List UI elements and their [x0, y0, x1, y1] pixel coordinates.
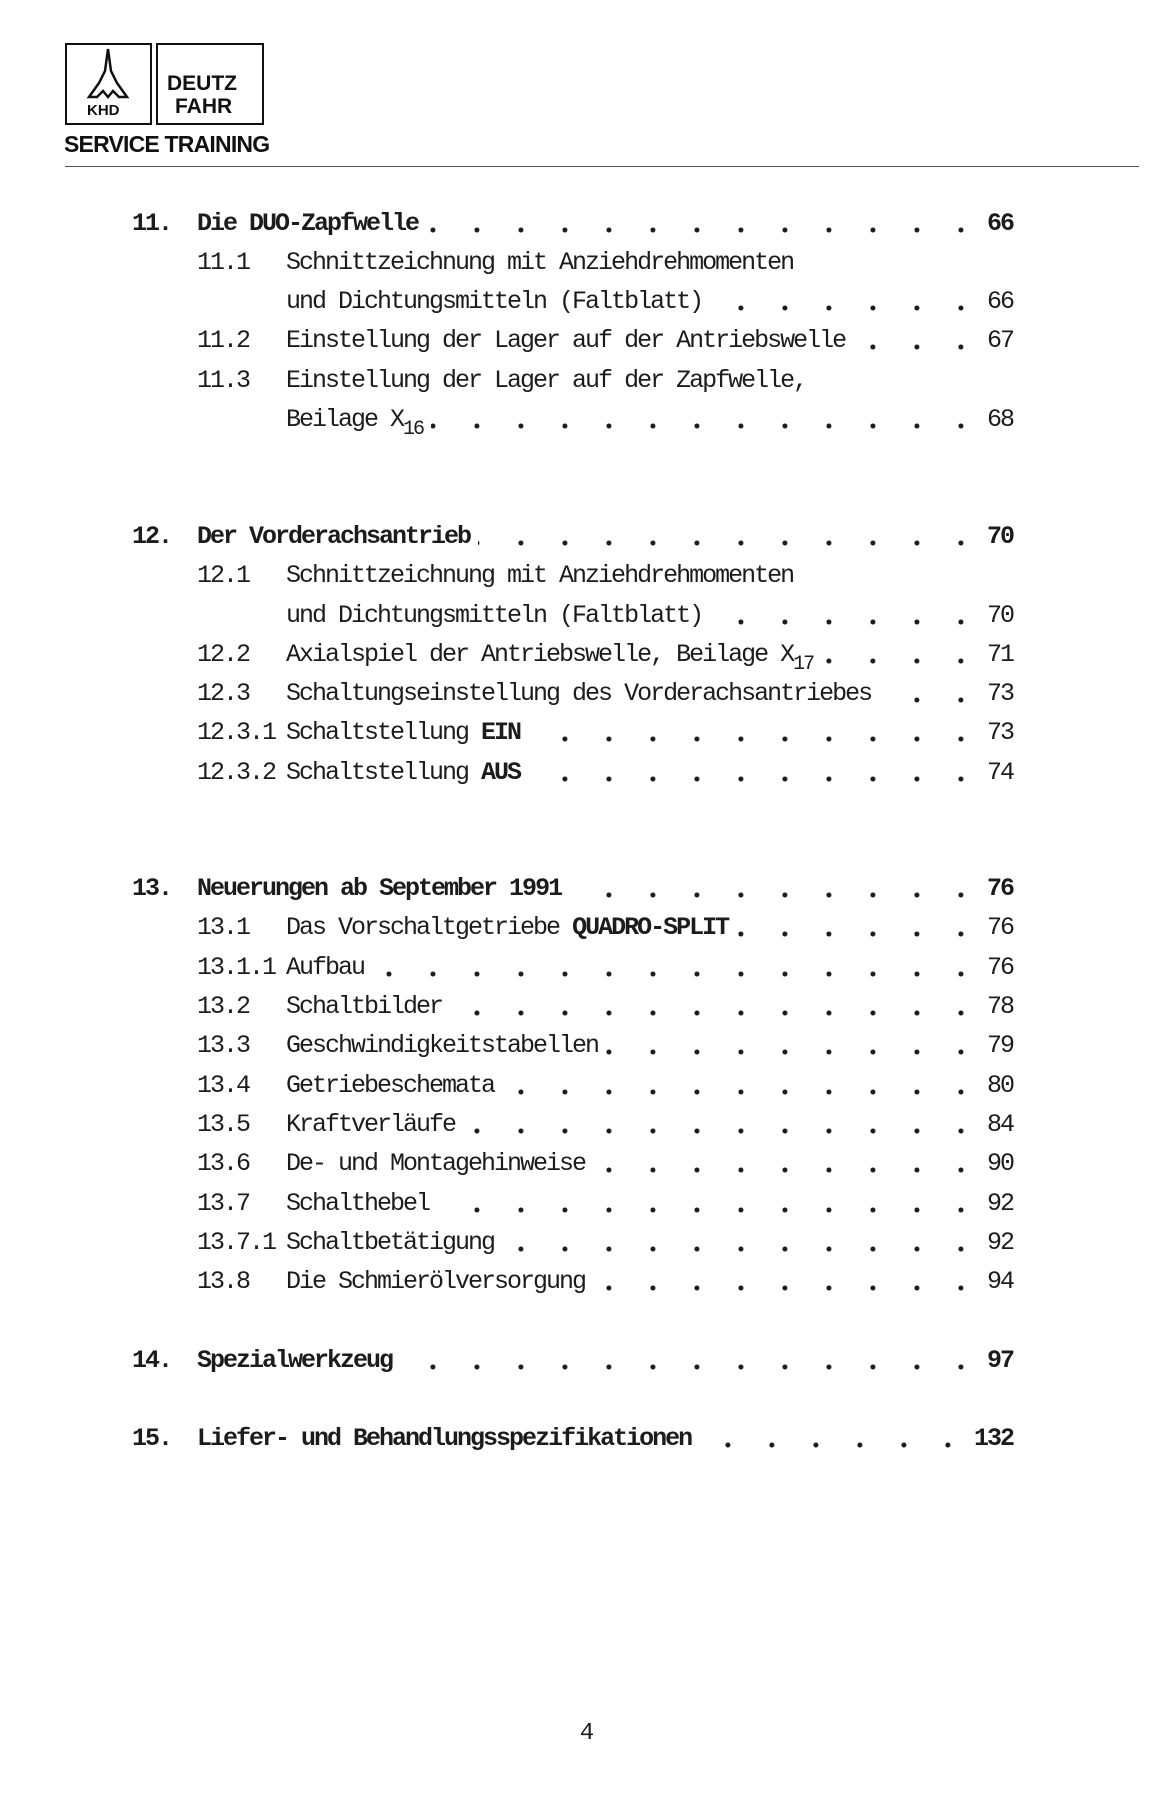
toc-entry-title	[197, 209, 418, 239]
toc-entry-title	[286, 1228, 494, 1258]
toc-entry-title	[197, 522, 470, 552]
title-text: Das Vorschaltgetriebe	[286, 913, 573, 942]
title-text: Einstellung der Lager auf der Zapfwelle,	[286, 366, 807, 395]
toc-entry-page: 92	[986, 1228, 1013, 1257]
toc-entry-title	[286, 640, 814, 676]
dot-leader	[879, 697, 983, 703]
title-text: und Dichtungsmitteln (Faltblatt)	[286, 287, 703, 316]
dot-leader	[569, 892, 983, 898]
toc-entry-page: 73	[986, 679, 1013, 708]
toc-entry-page: 66	[986, 209, 1013, 238]
dot-leader	[450, 1010, 983, 1016]
toc-entry-title	[286, 366, 806, 396]
toc-entry[interactable]	[0, 522, 1172, 556]
title-text: und Dichtungsmitteln (Faltblatt)	[286, 601, 703, 630]
toc-entry-title	[197, 1346, 392, 1376]
title-text: Schaltstellung	[286, 758, 482, 787]
dot-leader	[853, 344, 983, 350]
toc-entry[interactable]	[0, 561, 1172, 595]
title-subscript: 16	[403, 418, 424, 441]
dot-leader	[593, 1167, 983, 1173]
title-text: Axialspiel der Antriebswelle, Beilage X	[286, 640, 794, 669]
toc-entry-number: 13.	[132, 874, 172, 903]
toc-entry-number: 11.	[132, 209, 172, 238]
toc-entry[interactable]	[0, 326, 1172, 360]
toc-entry-number: 13.1.1	[197, 953, 276, 982]
title-text: Der Vorderachsantrieb	[197, 522, 471, 551]
toc-entry[interactable]	[0, 1031, 1172, 1065]
dot-leader	[821, 658, 983, 664]
title-text: Aufbau	[286, 953, 365, 982]
toc-entry-title	[286, 758, 520, 788]
title-subscript: 17	[793, 653, 814, 676]
toc-entry-number: 11.3	[197, 366, 250, 395]
title-text: Einstellung der Lager auf der Antriebswelle	[286, 326, 846, 355]
toc-entry-title	[286, 1189, 429, 1219]
dot-leader	[372, 971, 983, 977]
title-text: Schnittzeichnung mit Anziehdrehmomenten	[286, 561, 794, 590]
toc-entry[interactable]	[0, 248, 1172, 282]
khd-label: KHD	[87, 102, 120, 119]
toc-entry-page: 68	[986, 405, 1013, 434]
toc-entry-page: 79	[986, 1031, 1013, 1060]
toc-entry[interactable]	[0, 1071, 1172, 1105]
dot-leader	[699, 1442, 970, 1448]
toc-entry-page: 94	[986, 1267, 1013, 1296]
title-text: Neuerungen ab September 1991	[197, 874, 562, 903]
deutz-fahr-box	[156, 43, 264, 125]
toc-entry-title	[197, 874, 561, 904]
toc-entry-page: 66	[986, 287, 1013, 316]
toc-entry[interactable]	[0, 953, 1172, 987]
title-bold-text: QUADRO-SPLIT	[572, 913, 729, 942]
toc-entry[interactable]	[0, 679, 1172, 713]
deutz-fahr-logo	[64, 43, 270, 168]
toc-entry-page: 132	[973, 1424, 1013, 1453]
title-text: Die Schmierölversorgung	[286, 1267, 586, 1296]
toc-entry-page: 73	[986, 718, 1013, 747]
dot-leader	[710, 305, 983, 311]
service-training-label: SERVICE TRAINING	[64, 131, 270, 157]
toc-entry-title	[286, 405, 424, 441]
page-number: 4	[579, 1720, 593, 1747]
toc-entry-page: 74	[986, 758, 1013, 787]
title-text: Spezialwerkzeug	[197, 1346, 393, 1375]
toc-entry-title	[286, 1149, 585, 1179]
toc-entry-number: 11.1	[197, 248, 250, 277]
dot-leader	[426, 227, 983, 233]
dot-leader	[528, 736, 983, 742]
toc-entry-title	[286, 913, 728, 943]
title-bold-text: EIN	[481, 718, 521, 747]
title-text: Schaltbilder	[286, 992, 443, 1021]
toc-entry-title	[286, 992, 442, 1022]
khd-logo-box	[65, 43, 152, 125]
toc-entry[interactable]	[0, 405, 1172, 439]
toc-entry-page: 92	[986, 1189, 1013, 1218]
deutz-label: DEUTZ	[167, 72, 237, 95]
toc-entry[interactable]	[0, 209, 1172, 243]
title-text: Schaltungseinstellung des Vorderachsantriebes	[286, 679, 872, 708]
toc-entry[interactable]	[0, 1149, 1172, 1183]
toc-entry-title	[286, 718, 520, 748]
toc-entry-title	[197, 1424, 691, 1454]
toc-entry-page: 76	[986, 874, 1013, 903]
toc-entry-page: 84	[986, 1110, 1013, 1139]
toc-entry-number: 13.3	[197, 1031, 250, 1060]
toc-entry-number: 13.7	[197, 1189, 250, 1218]
toc-entry-page: 70	[986, 522, 1013, 551]
title-bold-text: AUS	[481, 758, 521, 787]
toc-entry[interactable]	[0, 1110, 1172, 1144]
dot-leader	[710, 619, 983, 625]
title-text: Schaltstellung	[286, 718, 482, 747]
toc-entry-number: 13.1	[197, 913, 250, 942]
title-text: Kraftverläufe	[286, 1110, 456, 1139]
toc-entry-page: 76	[986, 913, 1013, 942]
toc-entry-number: 15.	[132, 1424, 172, 1453]
toc-entry-title	[286, 326, 845, 356]
toc-entry[interactable]	[0, 601, 1172, 635]
title-text: Liefer- und Behandlungsspezifikationen	[197, 1424, 692, 1453]
toc-entry[interactable]	[0, 992, 1172, 1026]
header-divider	[65, 166, 1139, 167]
title-text: Beilage X	[286, 405, 404, 434]
toc-entry[interactable]	[0, 913, 1172, 947]
toc-entry[interactable]	[0, 1189, 1172, 1223]
toc-entry-number: 12.	[132, 522, 172, 551]
toc-entry-number: 13.7.1	[197, 1228, 276, 1257]
title-text: De- und Montagehinweise	[286, 1149, 586, 1178]
dot-leader	[437, 1207, 983, 1213]
toc-entry[interactable]	[0, 640, 1172, 674]
toc-entry[interactable]	[0, 287, 1172, 321]
toc-entry[interactable]	[0, 1267, 1172, 1301]
toc-entry[interactable]	[0, 718, 1172, 752]
dot-leader	[463, 1128, 983, 1134]
toc-entry-page: 71	[986, 640, 1013, 669]
dot-leader	[593, 1285, 983, 1291]
toc-entry-page: 97	[986, 1346, 1013, 1375]
toc-entry-title	[286, 679, 871, 709]
toc-entry-number: 11.2	[197, 326, 250, 355]
toc-entry-page: 80	[986, 1071, 1013, 1100]
toc-entry-title	[286, 287, 702, 317]
toc-entry-title	[286, 953, 364, 983]
toc-entry-title	[286, 1110, 455, 1140]
toc-entry-number: 13.2	[197, 992, 250, 1021]
toc-entry-number: 12.1	[197, 561, 250, 590]
dot-leader	[502, 1246, 983, 1252]
toc-entry-number: 12.3	[197, 679, 250, 708]
dot-leader	[478, 540, 983, 546]
toc-entry[interactable]	[0, 874, 1172, 908]
toc-entry[interactable]	[0, 1424, 1172, 1458]
toc-entry-number: 12.2	[197, 640, 250, 669]
title-text: Schaltbetätigung	[286, 1228, 495, 1257]
dot-leader	[528, 776, 983, 782]
fahr-label: FAHR	[175, 95, 233, 118]
toc-entry-title	[286, 561, 793, 591]
toc-entry-page: 90	[986, 1149, 1013, 1178]
toc-entry[interactable]	[0, 366, 1172, 400]
toc-entry-page: 67	[986, 326, 1013, 355]
toc-entry-number: 12.3.2	[197, 758, 276, 787]
title-text: Schnittzeichnung mit Anziehdrehmomenten	[286, 248, 794, 277]
khd-tower-icon	[67, 45, 150, 101]
toc-entry-number: 13.4	[197, 1071, 250, 1100]
toc-entry[interactable]	[0, 1346, 1172, 1380]
toc-entry-number: 13.6	[197, 1149, 250, 1178]
toc-entry-title	[286, 1031, 598, 1061]
toc-entry-page: 70	[986, 601, 1013, 630]
toc-entry-page: 76	[986, 953, 1013, 982]
dot-leader	[736, 931, 983, 937]
title-text: Geschwindigkeitstabellen	[286, 1031, 599, 1060]
toc-entry-number: 12.3.1	[197, 718, 276, 747]
toc-entry-page: 78	[986, 992, 1013, 1021]
dot-leader	[606, 1049, 983, 1055]
title-text: Schalthebel	[286, 1189, 430, 1218]
title-text: Getriebeschemata	[286, 1071, 495, 1100]
toc-entry-number: 13.8	[197, 1267, 250, 1296]
toc-entry-title	[286, 1267, 585, 1297]
toc-entry[interactable]	[0, 758, 1172, 792]
toc-entry[interactable]	[0, 1228, 1172, 1262]
toc-entry-number: 13.5	[197, 1110, 250, 1139]
toc-entry-title	[286, 601, 702, 631]
toc-entry-title	[286, 1071, 494, 1101]
dot-leader	[400, 1364, 983, 1370]
title-text: Die DUO-Zapfwelle	[197, 209, 419, 238]
toc-entry-number: 14.	[132, 1346, 172, 1375]
toc-entry-title	[286, 248, 793, 278]
dot-leader	[431, 423, 983, 429]
dot-leader	[502, 1089, 983, 1095]
